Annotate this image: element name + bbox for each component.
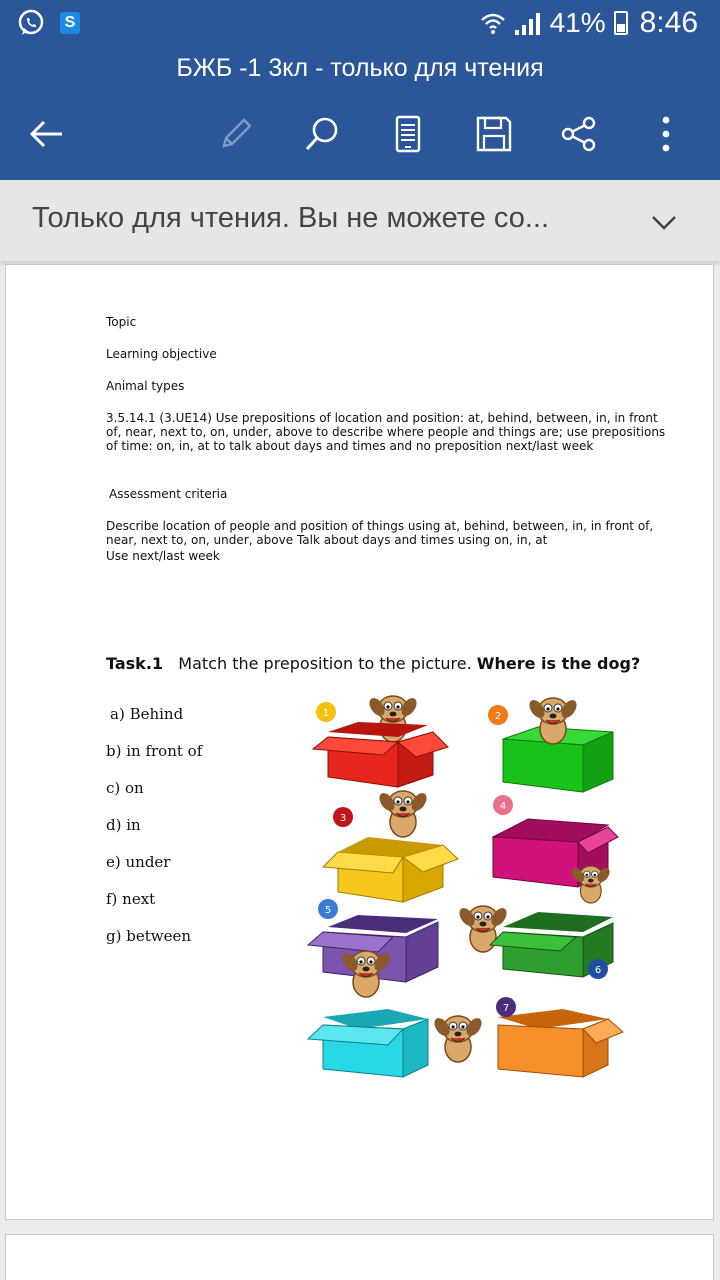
toolbar [0, 110, 720, 158]
assessment-text-line2: Use next/last week [106, 549, 220, 563]
topic-label: Topic [106, 315, 137, 329]
picture-number: 4 [499, 801, 507, 812]
picture-4 [493, 795, 618, 903]
more-options-button[interactable] [642, 110, 690, 158]
back-button[interactable] [22, 110, 70, 158]
picture-3 [323, 790, 458, 902]
option-item: g) between [106, 927, 191, 945]
learning-objective-label: Learning objective [106, 347, 217, 361]
objective-text: 3.5.14.1 (3.UE14) Use prepositions of location and position: at, behind, between, in, in front of, near, next to, on, under, above to describe where people and things are; use prepositions of time: on, in, at to talk about days and times and no preposition next/last week [106, 411, 666, 453]
picture-number: 6 [594, 965, 602, 976]
status-bar [0, 0, 720, 46]
document-title: БЖБ -1 3кл - только для чтения [176, 54, 544, 82]
save-button[interactable] [470, 110, 518, 158]
signal-icon [514, 10, 542, 36]
read-only-banner[interactable] [0, 180, 720, 262]
search-button[interactable] [298, 110, 346, 158]
edit-button[interactable] [212, 110, 260, 158]
app-title-bar [0, 46, 720, 180]
reading-view-button[interactable] [384, 110, 432, 158]
option-item: a) Behind [110, 705, 184, 723]
assessment-text: Describe location of people and position of things using at, behind, between, in, in front of, near, next to, on, under, above Talk about days and times using on, in, at [106, 519, 654, 547]
assessment-heading: Assessment criteria [109, 487, 228, 501]
picture-6 [456, 905, 613, 979]
picture-number: 3 [339, 813, 347, 824]
animal-types-label: Animal types [106, 379, 185, 393]
whatsapp-icon [16, 8, 46, 38]
option-item: f) next [106, 890, 156, 908]
task-instruction: Match the preposition to the picture. [178, 654, 472, 673]
battery-icon [614, 11, 628, 35]
search-icon [302, 114, 342, 154]
wifi-icon [480, 11, 506, 35]
read-only-message: Только для чтения. Вы не можете со... [32, 202, 550, 234]
document-page[interactable] [5, 264, 714, 1220]
pencil-icon [216, 114, 256, 154]
picture-number: 5 [324, 905, 332, 916]
task-label: Task.1 [106, 654, 164, 673]
picture-number: 7 [502, 1003, 510, 1014]
clock: 8:46 [639, 6, 698, 39]
option-item: d) in [106, 816, 141, 834]
next-document-page[interactable] [5, 1234, 714, 1280]
option-item: c) on [106, 779, 144, 797]
dogs-and-boxes-illustration [298, 687, 628, 1087]
share-button[interactable] [555, 110, 603, 158]
picture-5 [308, 899, 438, 997]
task-heading [106, 654, 641, 673]
picture-number: 2 [494, 711, 502, 722]
option-item: b) in front of [106, 742, 203, 760]
option-item: e) under [106, 853, 171, 871]
picture-2 [488, 697, 613, 792]
picture-number: 1 [322, 708, 330, 719]
back-arrow-icon [26, 114, 66, 154]
s-app-icon: S [60, 12, 80, 34]
battery-percent: 41% [549, 7, 606, 38]
picture-7 [308, 997, 623, 1077]
chevron-down-icon[interactable] [648, 206, 680, 238]
task-question: Where is the dog? [476, 654, 641, 673]
save-icon [474, 114, 514, 154]
more-icon [646, 114, 686, 154]
reading-view-icon [388, 114, 428, 154]
share-icon [559, 114, 599, 154]
picture-1 [313, 695, 448, 787]
